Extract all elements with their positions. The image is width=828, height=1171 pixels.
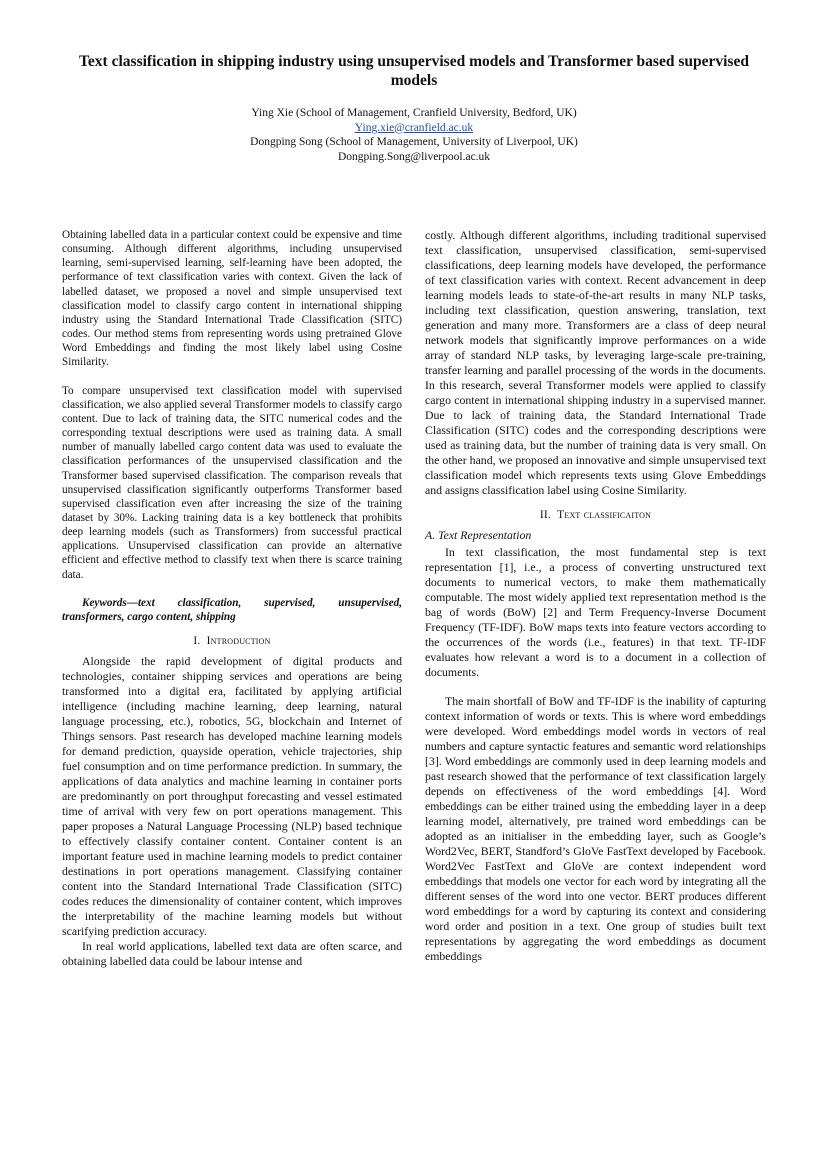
subsection-heading-text-representation: A. Text Representation bbox=[425, 528, 532, 543]
section-number-1: I. bbox=[193, 635, 201, 648]
left-column bbox=[62, 228, 402, 969]
intro-paragraph-1: Alongside the rapid development of digital products and technologies, container shipping services and operations are being transformed into a digital era, facilitated by applying artificial intelligence (including machine learning, deep learning, natural language processing, etc.), robotics, 5G, blockchain and Internet of Things sensors. Past research has developed machine learning models for demand prediction, quayside operation, vehicle trajectories, ship fuel consumption and on time performance prediction. In summary, the applications of data analytics and machine learning in container ports are predominantly on port throughput forecasting and vessel estimated time of arrival with very few on port operations management. This paper proposes a Natural Language Processing (NLP) based technique to effectively classify container content. Container content is an important feature used in machine learning models to predict container destinations in port operations management. Classifying container content into the Standard International Trade Classification (SITC) codes reduces the dimensionality of container content, which improves the interpretability of the machine learning models but without scarifying prediction accuracy. bbox=[62, 654, 402, 939]
section-heading-introduction bbox=[62, 634, 402, 648]
abstract-paragraph-2: To compare unsupervised text classification model with supervised classification, we also applied several Transformer models to classify cargo content. Due to lack of training data, the SITC numerical codes and the corresponding textual descriptions were used as training data. A small number of manually labelled cargo content data was used to evaluate the classification performances of the unsupervised classification and the Transformer based supervised classification. The comparison reveals that unsupervised classification significantly outperforms Transformer based supervised classification even after increasing the size of the training dataset by 30%. Lacking training data is a key bottleneck that prohibits deep learning models (such as Transformers) from successful practical applications. Unsupervised classification can provide an alternative efficient and effective method to classify text when there is scarce training data. bbox=[62, 384, 402, 581]
text-representation-paragraph-1: In text classification, the most fundamental step is text representation [1], i.e., a process of converting unstructured text documents to numerical vectors, to make them mathematically computable. The most widely applied text representation method is the bag of words (BoW) [2] and Term Frequency-Inverse Document Frequency (TF-IDF). BoW maps texts into feature vectors according to the occurrences of the words (i.e., features) in that text. TF-IDF evaluates how relevant a word is to a document in a collection of documents. bbox=[425, 545, 766, 680]
section-heading-text-classification bbox=[425, 508, 766, 522]
section-title-2: Text classificaiton bbox=[557, 509, 652, 521]
author-block bbox=[70, 106, 758, 164]
author-2-email: Dongping.Song@liverpool.ac.uk bbox=[337, 150, 491, 163]
intro-paragraph-2-continued: costly. Although different algorithms, including traditional supervised text classification, unsupervised classification, semi-supervised classifications, deep learning models have developed, the performance of text classification varies with context. Recent advancement in deep learning models leads to state-of-the-art results in many NLP tasks, including text classification, question answering, translation, text generation and many more. Transformers are a class of deep neural network models that significantly improve performances on a wide array of standard NLP tasks, by leveraging large-scale pre-training, transfer learning and parallel processing of the words in the documents. In this research, several Transformer models were applied to classify cargo content in international shipping industry in a supervised manner. Due to lack of training data, the Standard International Trade Classification (SITC) codes and the corresponding descriptions were used as training data, but the number of training data is very small. On the other hand, we proposed an innovative and simple unsupervised text classification model which represents texts using Glove Embeddings and assigns classification label using Cosine Similarity. bbox=[425, 228, 766, 497]
section-number-2: II. bbox=[539, 509, 551, 521]
author-2: Dongping Song (School of Management, University of Liverpool, UK) bbox=[250, 136, 578, 149]
section-title-1: Introduction bbox=[206, 635, 271, 648]
intro-paragraph-2: In real world applications, labelled text data are often scarce, and obtaining labelled data could be labour intense and bbox=[62, 939, 402, 969]
paper-title: Text classification in shipping industry using unsupervised models and Transformer based supervised models bbox=[79, 53, 749, 89]
keywords: Keywords—text classification, supervised, unsupervised, transformers, cargo content, shipping bbox=[62, 596, 402, 623]
author-1-email-link[interactable]: Ying.xie@cranfield.ac.uk bbox=[354, 121, 474, 134]
abstract-paragraph-1: Obtaining labelled data in a particular context could be expensive and time consuming. Although different algorithms, including unsupervised learning, semi-supervised learning, self-learning have been adopted, the performance of text classification varies with context. Given the lack of labelled dataset, we proposed a novel and simple unsupervised text classification model to classify cargo content in international shipping industry using the Standard International Trade Classification (SITC) codes. Our method stems from representing words using pretrained Glove Word Embeddings and finding the most likely label using Cosine Similarity. bbox=[62, 229, 402, 369]
author-1: Ying Xie (School of Management, Cranfield University, Bedford, UK) bbox=[251, 107, 577, 119]
right-column bbox=[425, 228, 766, 964]
text-representation-paragraph-2: The main shortfall of BoW and TF-IDF is the inability of capturing context information of words or texts. This is where word embeddings were developed. Word embeddings model words in vectors of real numbers and capture syntactic features and semantic word relationships [3]. Word embeddings are commonly used in deep learning models and past research showed that the performance of text classification largely depends on effectiveness of the word embeddings [4]. Word embeddings can be either trained using the embedding layer in a deep learning model, alternatively, pre trained word embeddings can be adopted as an initialiser in the embedding layer, such as Google’s Word2Vec, BERT, Standford’s GloVe FastText developed by Facebook. Word2Vec FastText and GloVe are context independent word embeddings that models one vector for each word by integrating all the different senses of the word into one vector. BERT produces different word embeddings for a word by capturing its context and considering word order and position in a text. One group of studies built text representations by aggregating the word embeddings as document embeddings bbox=[425, 694, 766, 964]
